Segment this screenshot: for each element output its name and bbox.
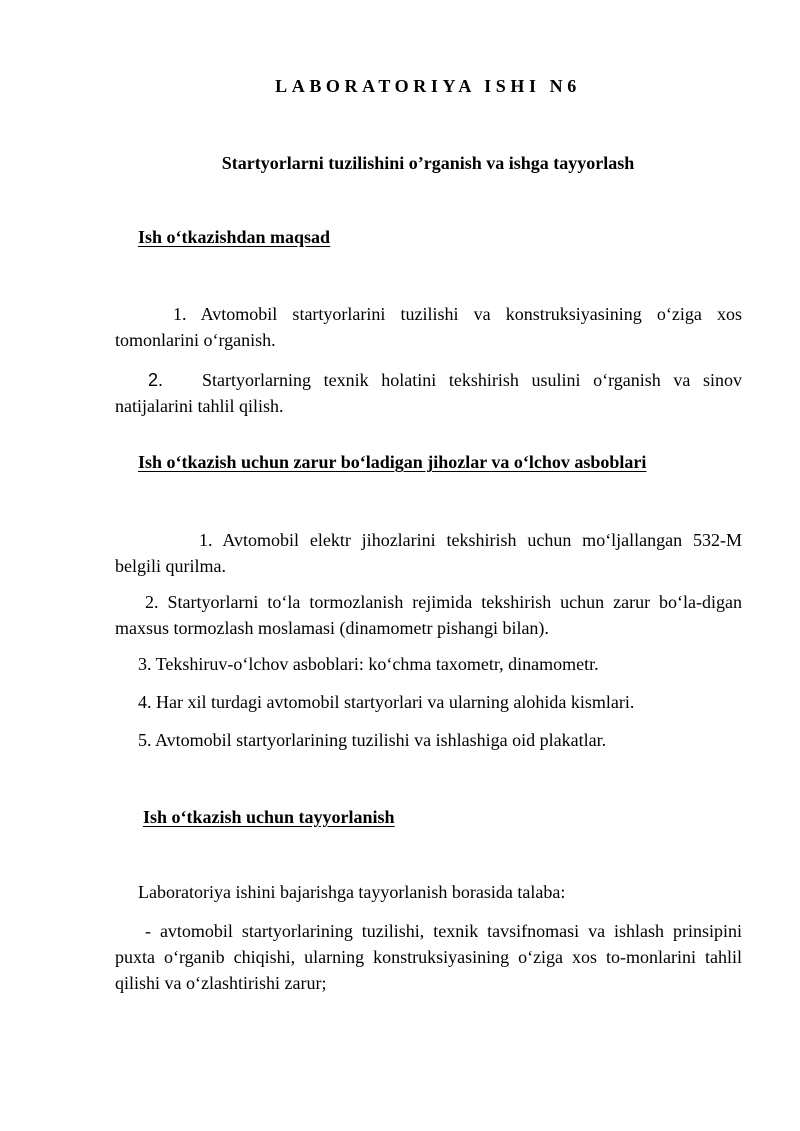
purpose-item-1: [115, 301, 742, 353]
preparation-item-1: - avtomobil startyorlarining tuzilishi, texnik tavsifnomasi va ishlash prinsipini puxta o‘rganib chiqishi, ularning konstruksiyasining o‘ziga xos to-monlarini tahlil qilishi va o‘zlashtirishi zarur;: [115, 921, 742, 993]
purpose-item-1-number: 1.: [173, 304, 187, 324]
section-heading-equipment: Ish o‘tkazish uchun zarur bo‘ladigan jihozlar va o‘lchov asboblari: [138, 452, 647, 472]
purpose-item-2-text: Startyorlarning texnik holatini tekshirish usulini o‘rganish va sinov natijalarini tahlil qilish.: [115, 370, 742, 416]
preparation-intro: Laboratoriya ishini bajarishga tayyorlanish borasida talaba:: [138, 882, 566, 902]
equipment-item-4: 4. Har xil turdagi avtomobil startyorlari va ularning alohida kismlari.: [138, 692, 635, 712]
section-heading-preparation: Ish o‘tkazish uchun tayyorlanish: [143, 807, 395, 827]
equipment-item-1: 1. Avtomobil elektr jihozlarini tekshirish uchun mo‘ljallangan 532-M belgili qurilma.: [115, 530, 742, 576]
equipment-item-5: 5. Avtomobil startyorlarining tuzilishi va ishlashiga oid plakatlar.: [138, 730, 607, 750]
section-heading-purpose: Ish o‘tkazishdan maqsad: [138, 227, 331, 247]
purpose-item-1-text: Avtomobil startyorlarini tuzilishi va konstruksiyasining o‘ziga xos tomonlarini o‘rganish.: [115, 304, 742, 350]
equipment-item-2: 2. Startyorlarni to‘la tormozlanish rejimida tekshirish uchun zarur bo‘la-digan maxsus tormozlash moslamasi (dinamometr pishangi bilan).: [115, 592, 742, 638]
purpose-item-2-number: 2.: [148, 370, 164, 390]
equipment-item-3: 3. Tekshiruv-o‘lchov asboblari: ko‘chma taxometr, dinamometr.: [138, 654, 599, 674]
purpose-item-2: [115, 367, 742, 419]
lab-subtitle: Startyorlarni tuzilishini o’rganish va ishga tayyorlash: [221, 153, 635, 173]
lab-title: LABORATORIYA ISHI N6: [275, 76, 581, 96]
